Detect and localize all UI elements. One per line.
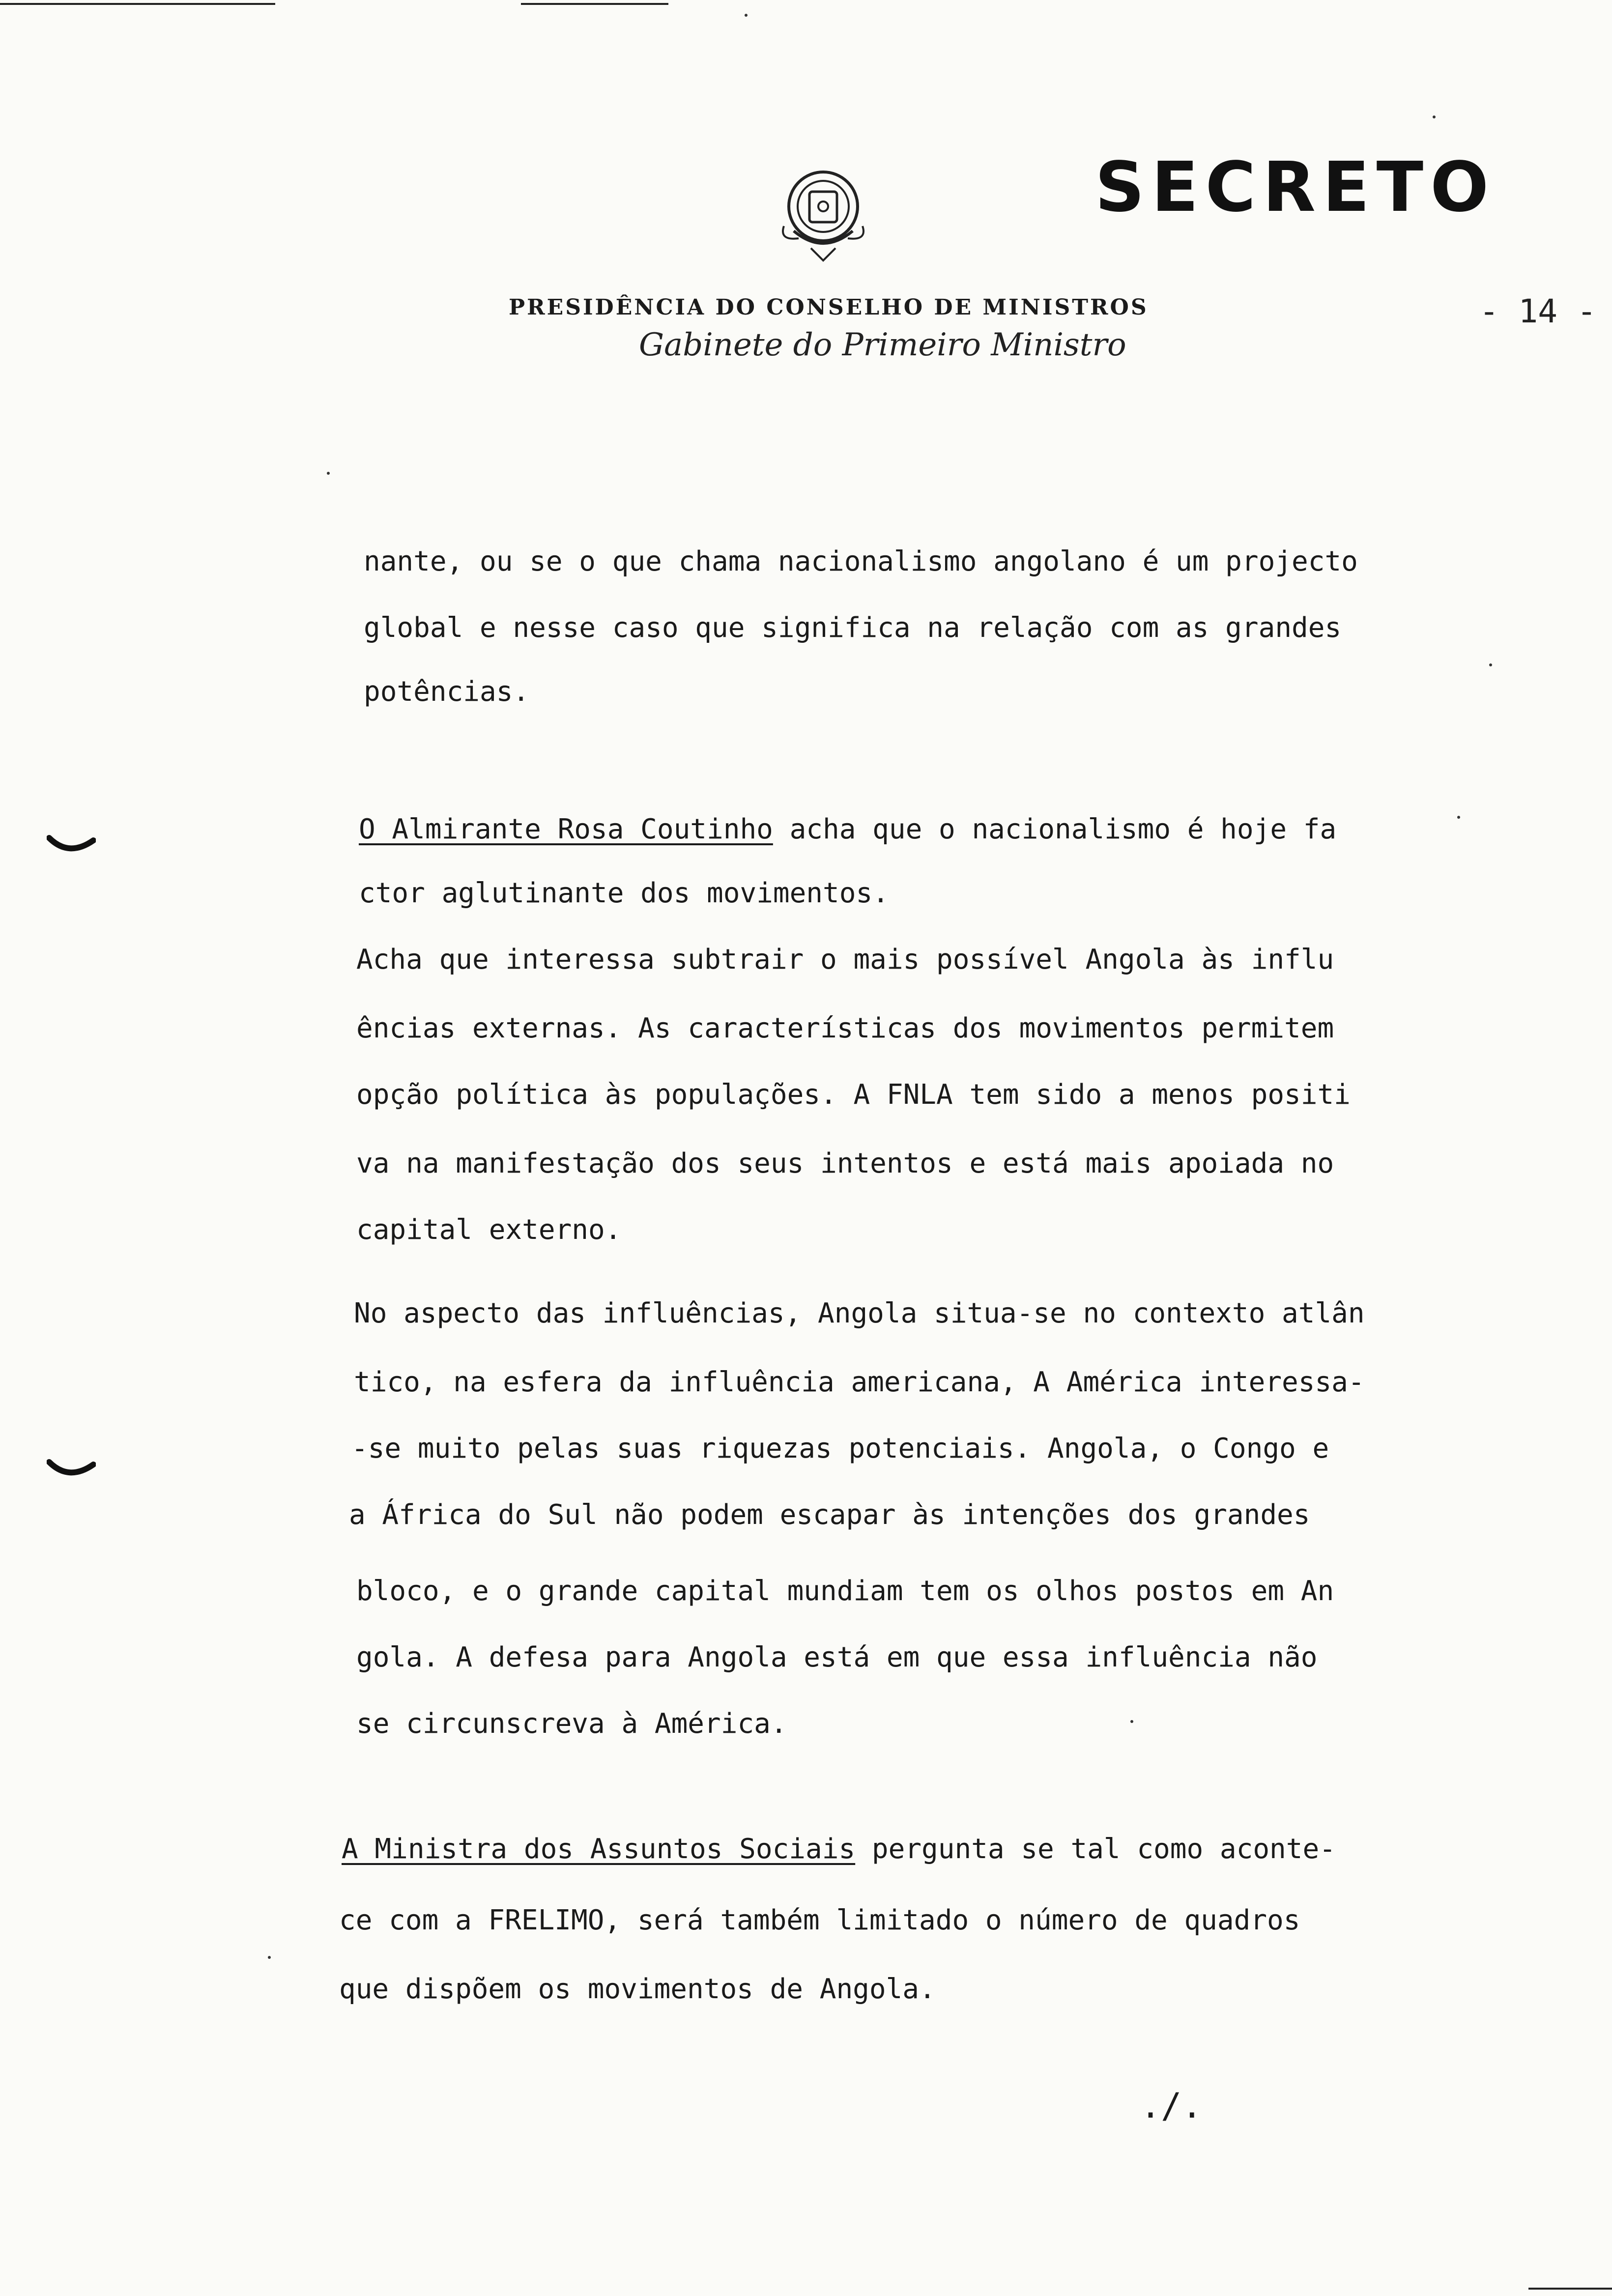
speaker-name: A Ministra dos Assuntos Sociais [342,1833,856,1865]
body-text-line: que dispõem os movimentos de Angola. [339,1973,936,2005]
body-text-line: A Ministra dos Assuntos Sociais pergunta se tal como aconte- [342,1833,1336,1865]
body-text-line: opção política às populações. A FNLA tem sido a menos positi [356,1079,1351,1111]
institution-name: PRESIDÊNCIA DO CONSELHO DE MINISTROS [509,295,1149,320]
scan-edge-rule [0,3,275,5]
classification-stamp: SECRETO [1095,147,1496,228]
body-text-line: global e nesse caso que significa na relação com as grandes [364,612,1342,644]
scan-edge-rule [1528,2288,1612,2290]
scan-speck [1457,816,1460,819]
body-text-line: gola. A defesa para Angola está em que essa influência não [356,1641,1318,1673]
body-text-line: O Almirante Rosa Coutinho acha que o nacionalismo é hoje fa [359,813,1337,845]
body-text-line: capital externo. [356,1214,622,1246]
body-text-line: -se muito pelas suas riquezas potenciais. Angola, o Congo e [351,1433,1329,1464]
body-text-line: se circunscreva à América. [356,1708,787,1740]
scan-speck [1489,663,1492,666]
body-text-line: No aspecto das influências, Angola situa-se no contexto atlân [354,1297,1365,1329]
scan-speck [1433,115,1436,118]
body-text-line: nante, ou se o que chama nacionalismo angolano é um projecto [364,545,1358,577]
margin-punch-mark-icon [47,831,96,860]
scan-speck [1130,1720,1133,1723]
speaker-name: O Almirante Rosa Coutinho [359,813,773,845]
body-text-line: bloco, e o grande capital mundiam tem os olhos postos em An [356,1575,1334,1607]
coat-of-arms-seal-icon [764,157,882,275]
scan-speck [268,1956,271,1959]
continuation-mark: ./. [1140,2086,1203,2126]
cabinet-name: Gabinete do Primeiro Ministro [639,327,1126,363]
body-text-line: Acha que interessa subtrair o mais possível Angola às influ [356,944,1334,976]
scan-speck [327,472,330,475]
body-text-line: va na manifestação dos seus intentos e está mais apoiada no [356,1148,1334,1179]
body-text-line: ctor aglutinante dos movimentos. [359,877,889,909]
scan-speck [745,14,748,17]
page-number: - 14 - [1479,292,1597,330]
scan-edge-rule [521,3,668,5]
body-text-line: tico, na esfera da influência americana, A América interessa- [354,1366,1365,1398]
body-text-line: a África do Sul não podem escapar às intenções dos grandes [349,1499,1310,1531]
margin-punch-mark-icon [47,1455,96,1484]
body-text-line: ências externas. As características dos movimentos permitem [356,1012,1334,1044]
body-text-line: potências. [364,676,530,708]
body-text-line: ce com a FRELIMO, será também limitado o número de quadros [339,1904,1300,1936]
